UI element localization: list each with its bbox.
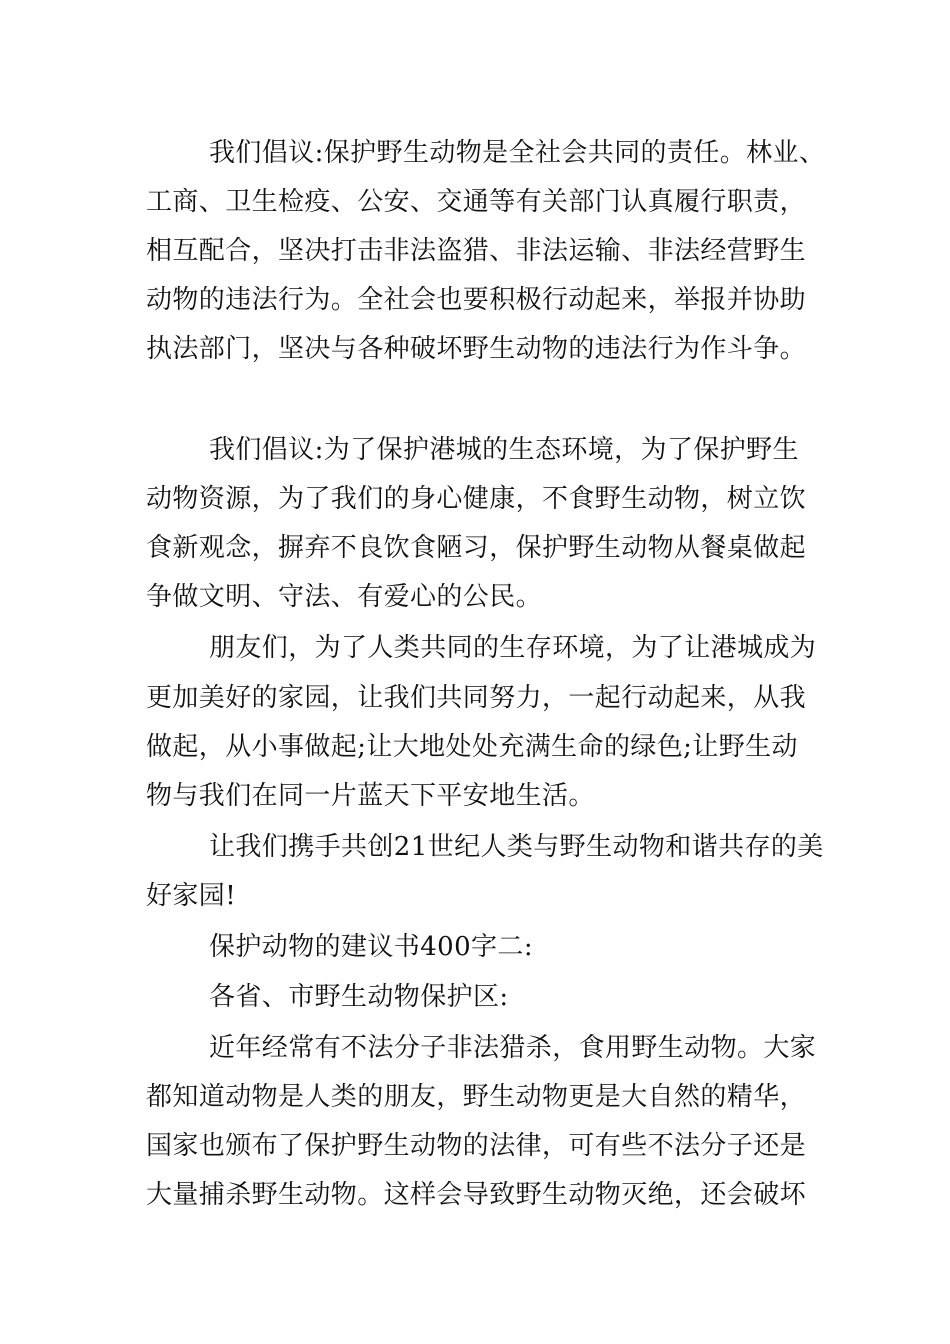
text-line: 物与我们在同一片蓝天下平安地生活。	[146, 781, 595, 811]
text-line: 各省、市野生动物保护区:	[209, 982, 509, 1012]
text-line: 更加美好的家园，让我们共同努力，一起行动起来，从我	[146, 683, 807, 713]
text-line: 食新观念，摒弃不良饮食陋习，保护野生动物从餐桌做起	[146, 533, 807, 563]
text-line: 工商、卫生检疫、公安、交通等有关部门认真履行职责，	[146, 187, 807, 217]
text-line: 我们倡议:为了保护港城的生态环境，为了保护野生	[209, 435, 799, 465]
text-line: 好家园!	[146, 881, 237, 911]
text-line: 争做文明、守法、有爱心的公民。	[146, 582, 543, 612]
text-line: 都知道动物是人类的朋友，野生动物更是大自然的精华，	[146, 1082, 807, 1112]
text-line: 动物资源，为了我们的身心健康，不食野生动物，树立饮	[146, 484, 807, 514]
text-line: 朋友们，为了人类共同的生存环境，为了让港城成为	[209, 633, 817, 663]
text-line: 做起，从小事做起;让大地处处充满生命的绿色;让野生动	[146, 732, 798, 762]
text-line: 大量捕杀野生动物。这样会导致野生动物灭绝，还会破坏	[146, 1180, 807, 1210]
text-line: 近年经常有不法分子非法猎杀，食用野生动物。大家	[209, 1033, 817, 1063]
text-line: 动物的违法行为。全社会也要积极行动起来，举报并协助	[146, 285, 807, 315]
text-line: 执法部门，坚决与各种破坏野生动物的违法行为作斗争。	[146, 334, 807, 364]
text-line: 国家也颁布了保护野生动物的法律，可有些不法分子还是	[146, 1131, 807, 1161]
text-line: 我们倡议:保护野生动物是全社会共同的责任。林业、	[209, 138, 826, 168]
text-line: 相互配合，坚决打击非法盗猎、非法运输、非法经营野生	[146, 236, 807, 266]
text-line: 保护动物的建议书400字二:	[209, 932, 533, 962]
text-line: 让我们携手共创21世纪人类与野生动物和谐共存的美	[209, 832, 824, 862]
